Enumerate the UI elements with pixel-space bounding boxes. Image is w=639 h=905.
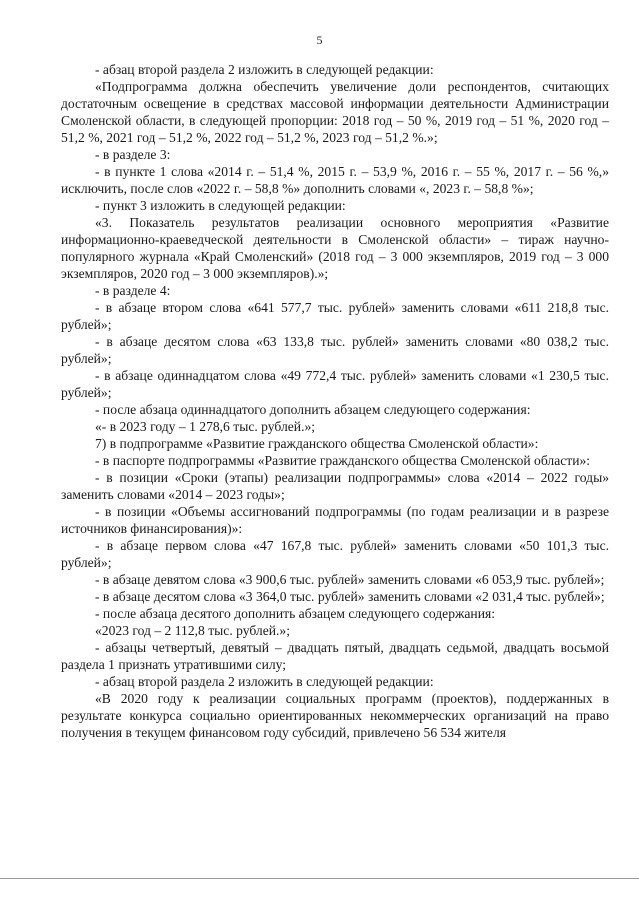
paragraph: - в абзаце девятом слова «3 900,6 тыс. рублей» заменить словами «6 053,9 тыс. рублей»; bbox=[95, 572, 605, 587]
paragraph: - в абзаце первом слова «47 167,8 тыс. рублей» заменить словами «50 101,3 тыс. рублей»; bbox=[61, 538, 609, 570]
paragraph: - после абзаца одиннадцатого дополнить абзацем следующего содержания: bbox=[95, 402, 531, 417]
paragraph: - абзац второй раздела 2 изложить в следующей редакции: bbox=[95, 62, 434, 77]
paragraph: - в абзаце втором слова «641 577,7 тыс. рублей» заменить словами «611 218,8 тыс. рублей»; bbox=[61, 300, 609, 332]
paragraph: - в разделе 4: bbox=[95, 283, 171, 298]
document-body bbox=[61, 61, 609, 741]
paragraph: - в абзаце десятом слова «3 364,0 тыс. рублей» заменить словами «2 031,4 тыс. рублей»; bbox=[95, 589, 605, 604]
paragraph: - в пункте 1 слова «2014 г. – 51,4 %, 2015 г. – 53,9 %, 2016 г. – 55 %, 2017 г. – 56 %,» исключить, после слов «2022 г. – 58,8 %» дополнить словами «, 2023 г. – 58,8 %»; bbox=[61, 164, 609, 196]
paragraph: - в абзаце одиннадцатом слова «49 772,4 тыс. рублей» заменить словами «1 230,5 тыс. рублей»; bbox=[61, 368, 609, 400]
paragraph: «3. Показатель результатов реализации основного мероприятия «Развитие информационно-краеведческой деятельности в Смоленской области» – тираж научно-популярного журнала «Край Смоленский» (2018 год – 3 000 экземпляров, 2019 год – 3 000 экземпляров, 2020 год – 3 000 экземпляров).»; bbox=[61, 215, 609, 281]
paragraph: «Подпрограмма должна обеспечить увеличение доли респондентов, считающих достаточным освещение в средствах массовой информации деятельности Администрации Смоленской области, в следующей пропорции: 2018 год – 50 %, 2019 год – 51 %, 2020 год – 51,2 %, 2021 год – 51,2 %, 2022 год – 51,2 %, 2023 год – 51,2 %.»; bbox=[61, 79, 609, 145]
paragraph: - пункт 3 изложить в следующей редакции: bbox=[95, 198, 346, 213]
paragraph: - в паспорте подпрограммы «Развитие гражданского общества Смоленской области»: bbox=[95, 453, 591, 468]
paragraph: - в абзаце десятом слова «63 133,8 тыс. рублей» заменить словами «80 038,2 тыс. рублей»; bbox=[61, 334, 609, 366]
paragraph: - в разделе 3: bbox=[95, 147, 171, 162]
paragraph: - после абзаца десятого дополнить абзацем следующего содержания: bbox=[95, 606, 496, 621]
paragraph: - в позиции «Объемы ассигнований подпрограммы (по годам реализации и в разрезе источников финансирования)»: bbox=[61, 504, 609, 536]
paragraph: - абзацы четвертый, девятый – двадцать пятый, двадцать седьмой, двадцать восьмой раздела 1 признать утратившими силу; bbox=[61, 640, 609, 672]
paragraph: - в позиции «Сроки (этапы) реализации подпрограммы» слова «2014 – 2022 годы» заменить словами «2014 – 2023 годы»; bbox=[61, 470, 609, 502]
paragraph: «В 2020 году к реализации социальных программ (проектов), поддержанных в результате конкурса социально ориентированных некоммерческих организаций на право получения в текущем финансовом году субсидий, привлечено 56 534 жителя bbox=[61, 691, 609, 740]
paragraph: «- в 2023 году – 1 278,6 тыс. рублей.»; bbox=[95, 419, 316, 434]
paragraph: - абзац второй раздела 2 изложить в следующей редакции: bbox=[95, 674, 434, 689]
page-number: 5 bbox=[316, 33, 323, 47]
paragraph: 7) в подпрограмме «Развитие гражданского общества Смоленской области»: bbox=[95, 436, 539, 451]
paragraph: «2023 год – 2 112,8 тыс. рублей.»; bbox=[95, 623, 290, 638]
scan-edge-line bbox=[0, 878, 639, 879]
